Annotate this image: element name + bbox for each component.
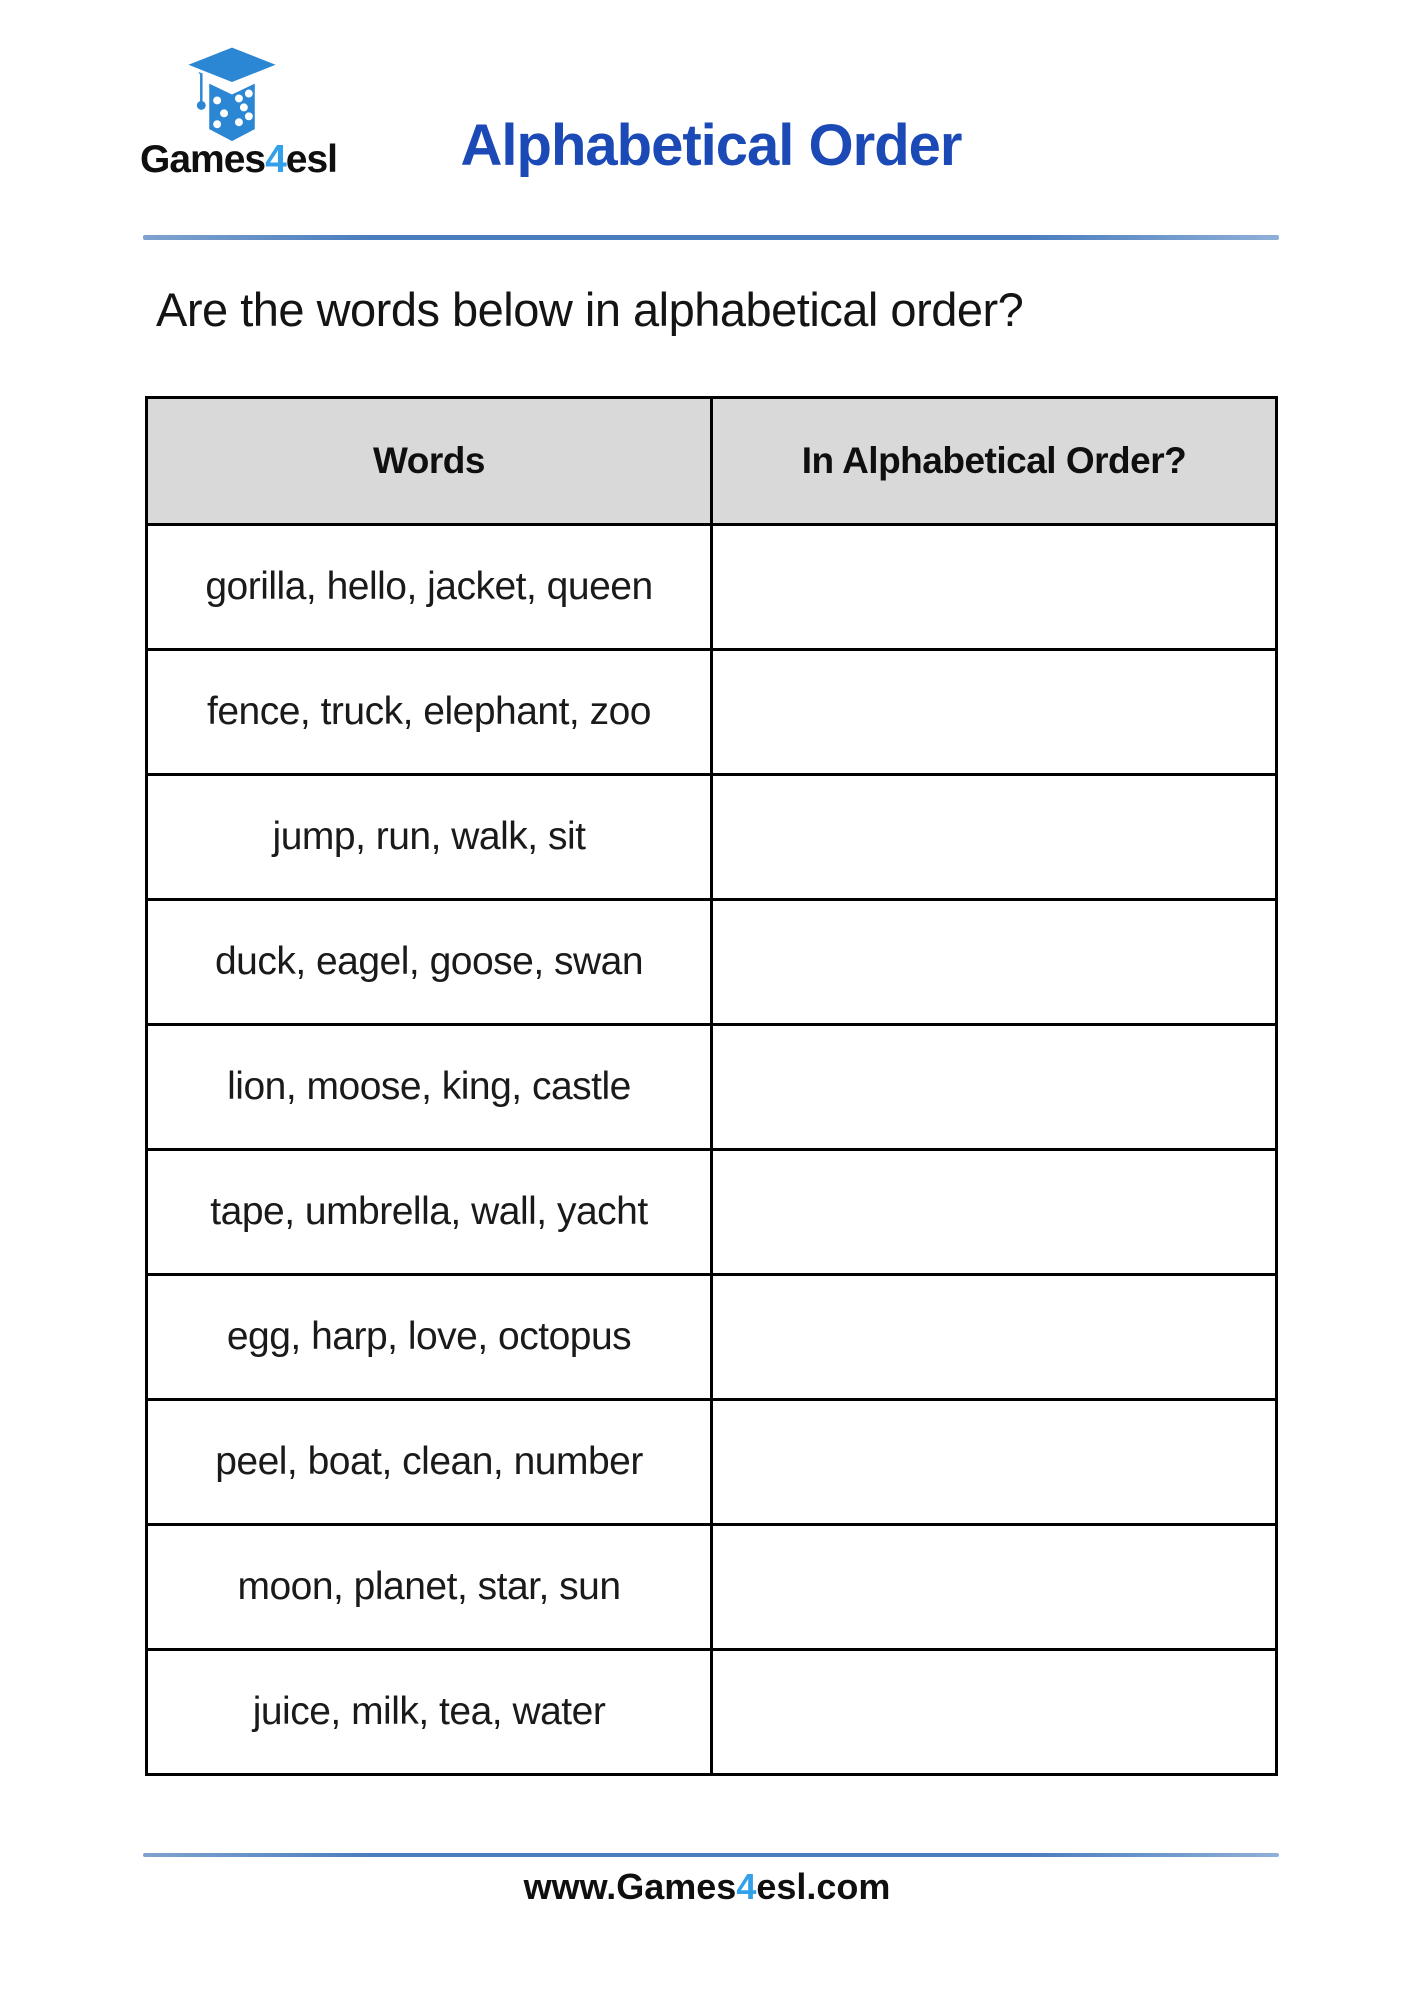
table-row — [147, 1025, 1277, 1150]
footer-url-number: 4 — [736, 1866, 757, 1907]
table-row — [147, 1525, 1277, 1650]
answer-cell[interactable] — [712, 1400, 1277, 1525]
answer-cell[interactable] — [712, 525, 1277, 650]
answer-cell[interactable] — [712, 900, 1277, 1025]
footer-url-suffix: esl.com — [756, 1866, 891, 1907]
question-text: Are the words below in alphabetical order? — [156, 283, 1024, 336]
words-cell: gorilla, hello, jacket, queen — [147, 525, 712, 650]
answer-cell[interactable] — [712, 1525, 1277, 1650]
answer-cell[interactable] — [712, 650, 1277, 775]
logo-text-prefix: Games — [140, 138, 266, 181]
logo-text-suffix: esl — [285, 138, 338, 181]
logo-text-number: 4 — [265, 138, 286, 181]
table-row — [147, 1275, 1277, 1400]
words-cell: egg, harp, love, octopus — [147, 1275, 712, 1400]
answer-cell[interactable] — [712, 775, 1277, 900]
answer-cell[interactable] — [712, 1650, 1277, 1775]
table-header-row — [147, 398, 1277, 525]
answer-cell[interactable] — [712, 1150, 1277, 1275]
words-cell: juice, milk, tea, water — [147, 1650, 712, 1775]
column-header-answer: In Alphabetical Order? — [712, 398, 1277, 525]
table-row — [147, 1400, 1277, 1525]
table-row — [147, 1150, 1277, 1275]
words-cell: duck, eagel, goose, swan — [147, 900, 712, 1025]
words-cell: moon, planet, star, sun — [147, 1525, 712, 1650]
table-row — [147, 1650, 1277, 1775]
table-row — [147, 525, 1277, 650]
words-cell: tape, umbrella, wall, yacht — [147, 1150, 712, 1275]
footer-divider — [143, 1853, 1279, 1857]
footer-url — [0, 1866, 1414, 1908]
words-cell: jump, run, walk, sit — [147, 775, 712, 900]
words-cell: lion, moose, king, castle — [147, 1025, 712, 1150]
table-row — [147, 775, 1277, 900]
answer-cell[interactable] — [712, 1025, 1277, 1150]
worksheet-table — [145, 396, 1278, 1776]
footer-url-prefix: www.Games — [523, 1866, 737, 1907]
title-divider — [143, 235, 1279, 240]
table-row — [147, 650, 1277, 775]
answer-cell[interactable] — [712, 1275, 1277, 1400]
table-row — [147, 900, 1277, 1025]
column-header-words: Words — [147, 398, 712, 525]
words-cell: peel, boat, clean, number — [147, 1400, 712, 1525]
page-title: Alphabetical Order — [460, 113, 962, 178]
words-cell: fence, truck, elephant, zoo — [147, 650, 712, 775]
